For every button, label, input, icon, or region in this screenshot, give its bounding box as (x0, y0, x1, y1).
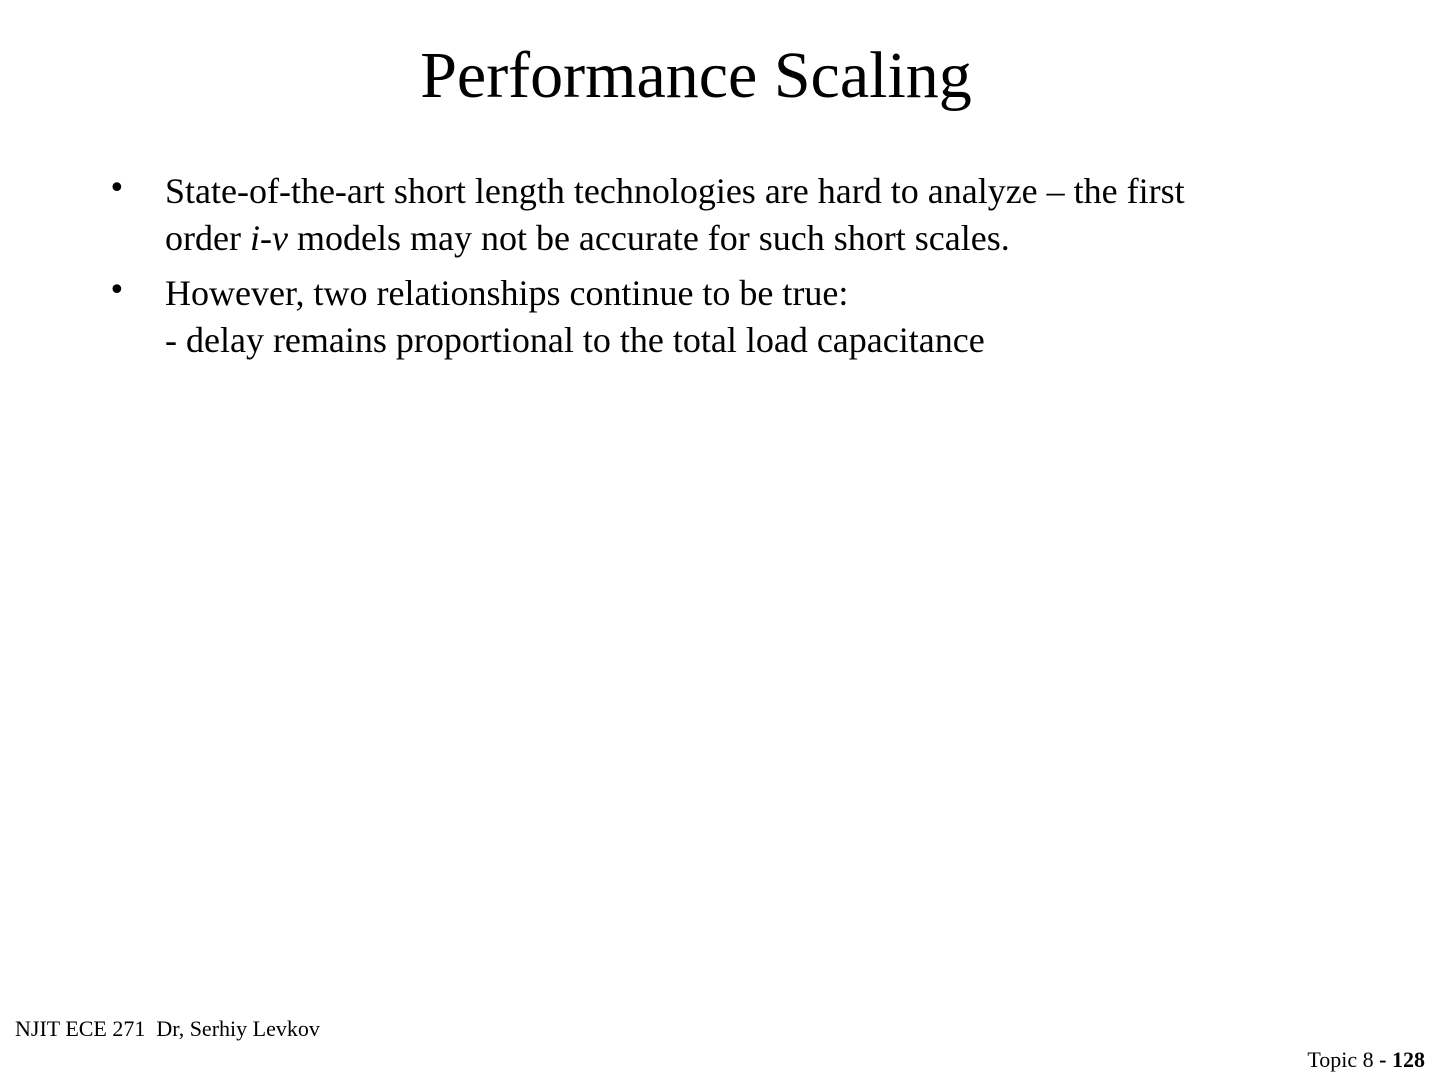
text-segment: models may not be accurate for such short scales. (287, 218, 1010, 258)
text-segment: - (259, 218, 272, 258)
footer-topic: Topic 8 (1307, 1047, 1380, 1072)
italic-variable: v (271, 218, 288, 258)
bullet-text-line: State-of-the-art short length technologies are hard to analyze – the first (165, 171, 1185, 211)
bullet-item (108, 168, 1348, 262)
footer-slide-number: - 128 (1379, 1047, 1425, 1072)
bullet-text-line (165, 215, 1348, 262)
footer-page-number (1307, 1046, 1425, 1074)
bullet-item (108, 270, 1348, 364)
bullet-list (108, 168, 1348, 372)
italic-variable: i (249, 218, 260, 258)
bullet-icon: • (108, 171, 126, 206)
text-segment: order (165, 218, 250, 258)
footer-author: NJIT ECE 271 Dr, Serhiy Levkov (15, 1016, 320, 1041)
bullet-text-line: - delay remains proportional to the total load capacitance (165, 320, 985, 360)
bullet-text-line: However, two relationships continue to be true: (165, 273, 849, 313)
slide-title: Performance Scaling (420, 39, 972, 112)
bullet-icon: • (108, 273, 126, 308)
